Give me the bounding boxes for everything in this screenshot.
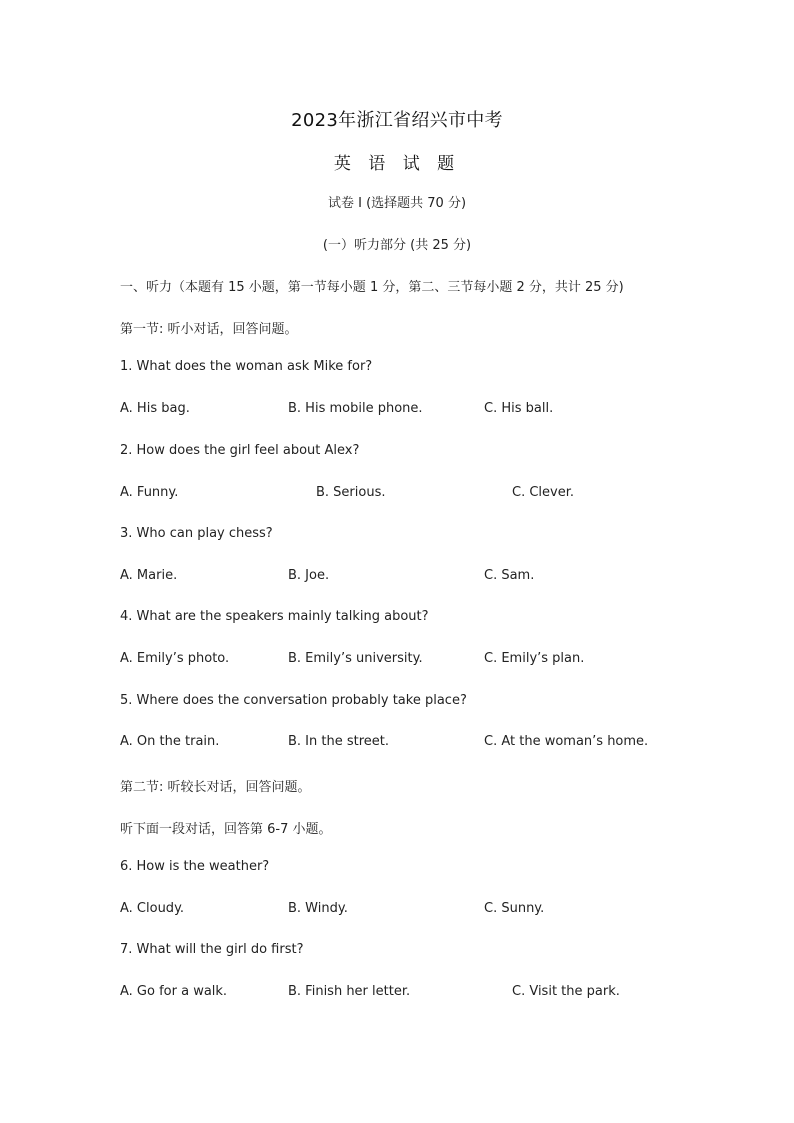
question-6-option-b: B. Windy. bbox=[288, 901, 348, 916]
paper-label: 试卷 I (选择题共 70 分) bbox=[327, 196, 467, 211]
exam-subtitle: 英 语 试 题 bbox=[333, 154, 461, 174]
question-4-option-c: C. Emily’s plan. bbox=[484, 651, 585, 666]
question-6-option-c: C. Sunny. bbox=[484, 901, 545, 916]
section-2-note: 听下面一段对话，回答第 6-7 小题。 bbox=[120, 822, 332, 837]
question-7: 7. What will the girl do first? bbox=[120, 942, 304, 957]
section-2-heading: 第二节: 听较长对话，回答问题。 bbox=[120, 780, 311, 795]
question-5-option-c: C. At the woman’s home. bbox=[484, 734, 649, 749]
question-4-option-a: A. Emily’s photo. bbox=[120, 651, 230, 666]
question-4-option-b: B. Emily’s university. bbox=[288, 651, 423, 666]
question-1: 1. What does the woman ask Mike for? bbox=[120, 359, 373, 374]
question-6: 6. How is the weather? bbox=[120, 859, 270, 874]
question-2: 2. How does the girl feel about Alex? bbox=[120, 443, 360, 458]
question-5: 5. Where does the conversation probably take place? bbox=[120, 693, 467, 708]
exam-title: 2023年浙江省绍兴市中考 bbox=[291, 110, 503, 131]
question-1-option-a: A. His bag. bbox=[120, 401, 190, 416]
question-7-option-a: A. Go for a walk. bbox=[120, 984, 228, 999]
question-3-option-c: C. Sam. bbox=[484, 568, 535, 583]
question-3-option-b: B. Joe. bbox=[288, 568, 330, 583]
question-3-option-a: A. Marie. bbox=[120, 568, 178, 583]
question-5-option-b: B. In the street. bbox=[288, 734, 390, 749]
listening-instruction: 一、听力（本题有 15 小题，第一节每小题 1 分，第二、三节每小题 2 分，共计 25 分) bbox=[120, 280, 624, 295]
question-2-option-b: B. Serious. bbox=[316, 485, 386, 500]
section-1-heading: 第一节: 听小对话，回答问题。 bbox=[120, 322, 298, 337]
question-2-option-a: A. Funny. bbox=[120, 485, 179, 500]
part-label: (一）听力部分 (共 25 分) bbox=[322, 238, 472, 253]
question-5-option-a: A. On the train. bbox=[120, 734, 220, 749]
question-1-option-b: B. His mobile phone. bbox=[288, 401, 423, 416]
question-7-option-c: C. Visit the park. bbox=[512, 984, 620, 999]
question-1-option-c: C. His ball. bbox=[484, 401, 554, 416]
question-4: 4. What are the speakers mainly talking about? bbox=[120, 609, 429, 624]
question-2-option-c: C. Clever. bbox=[512, 485, 575, 500]
question-6-option-a: A. Cloudy. bbox=[120, 901, 185, 916]
question-3: 3. Who can play chess? bbox=[120, 526, 273, 541]
question-7-option-b: B. Finish her letter. bbox=[288, 984, 411, 999]
